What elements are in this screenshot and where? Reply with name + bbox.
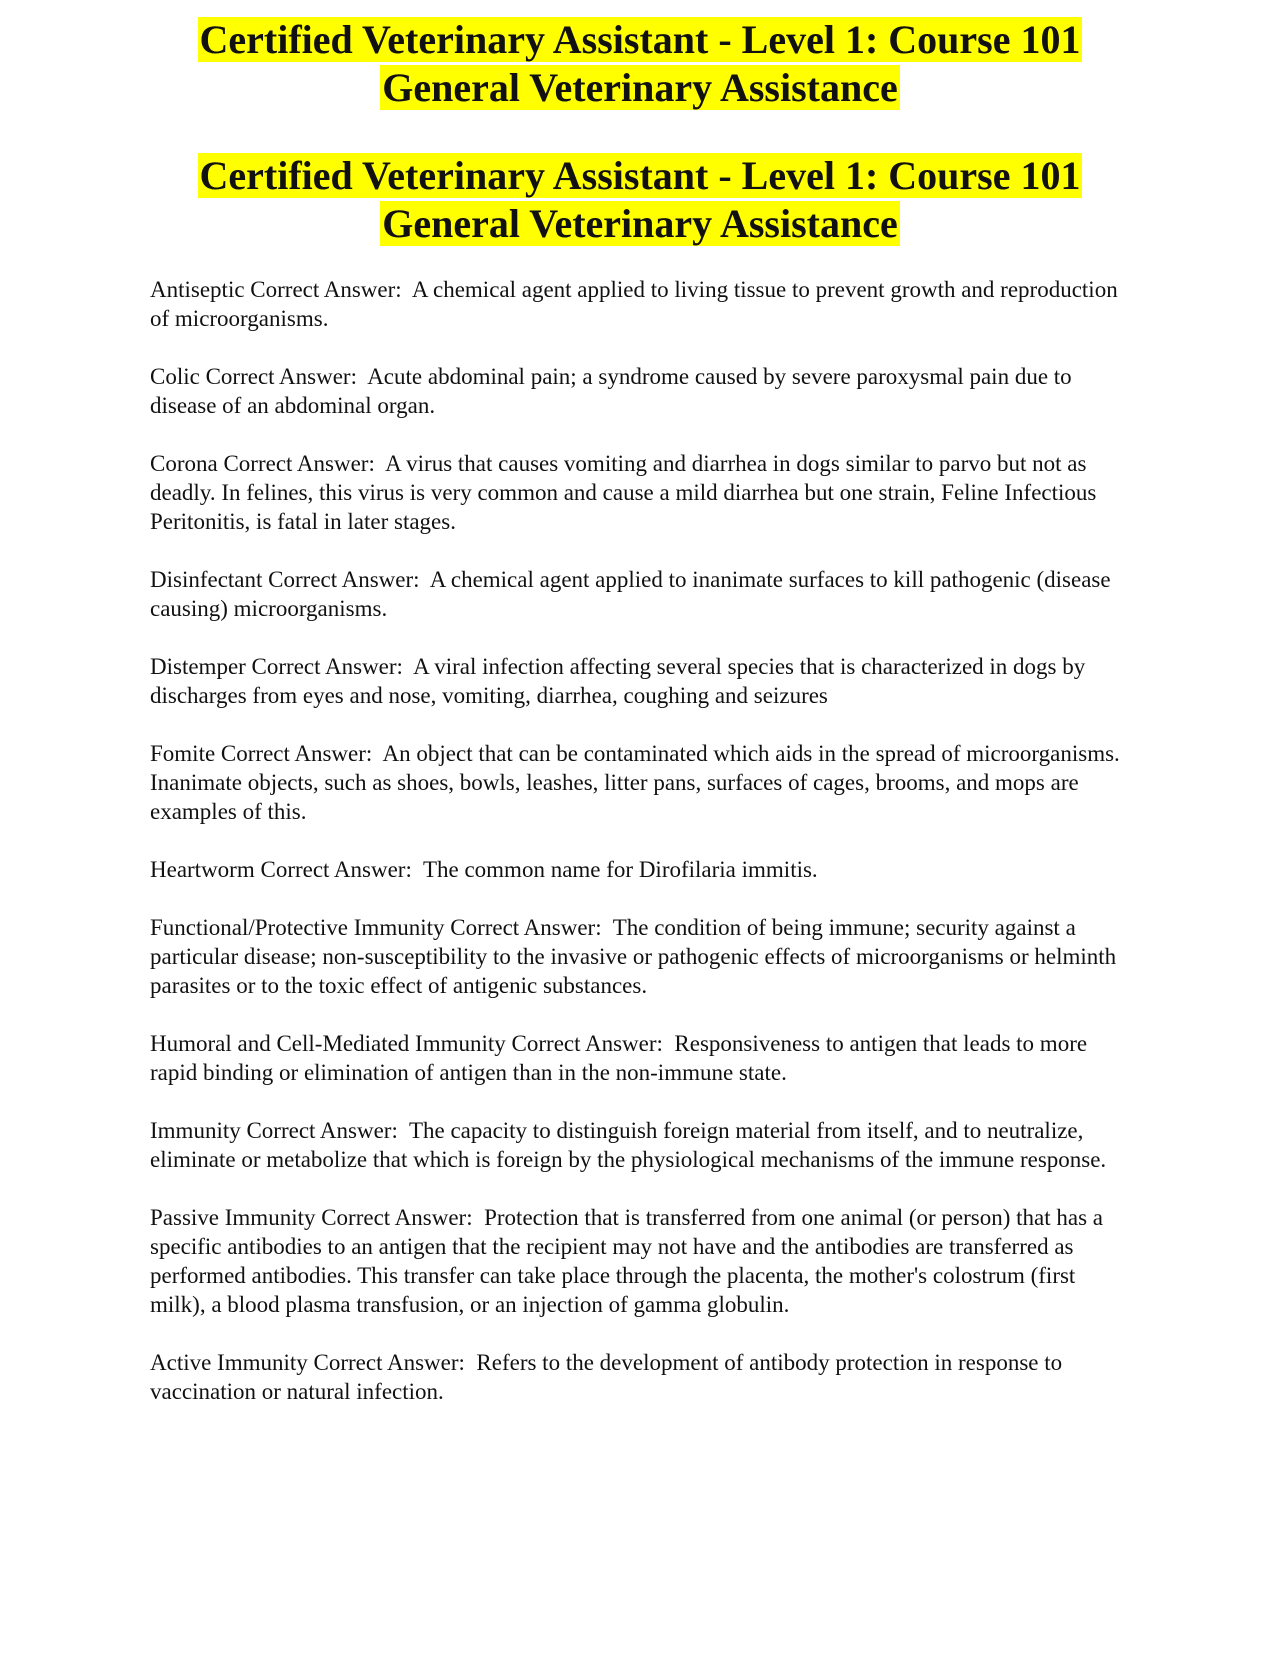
title-line-2: General Veterinary Assistance <box>382 201 898 246</box>
term: Heartworm Correct Answer: <box>150 857 423 882</box>
term: Distemper Correct Answer: <box>150 654 414 679</box>
flashcard-entry <box>150 913 1130 1000</box>
flashcard-entry <box>150 652 1130 710</box>
flashcard-entry <box>150 1116 1130 1174</box>
term: Passive Immunity Correct Answer: <box>150 1205 485 1230</box>
term: Functional/Protective Immunity Correct Answer: <box>150 915 613 940</box>
title-line-1: Certified Veterinary Assistant - Level 1: Course 101 <box>199 153 1081 198</box>
flashcard-entry <box>150 739 1130 826</box>
definition: A virus that causes vomiting and diarrhea in dogs similar to parvo but not as deadly. In felines, this virus is very common and cause a mild diarrhea but one strain, Feline Infectious Peritonitis, is fatal in later stages. <box>150 451 1103 534</box>
term: Colic Correct Answer: <box>150 364 368 389</box>
definition: Responsiveness to antigen that leads to more rapid binding or elimination of antigen than in the non-immune state. <box>150 1031 1093 1085</box>
term: Corona Correct Answer: <box>150 451 386 476</box>
definition: A viral infection affecting several species that is characterized in dogs by discharges from eyes and nose, vomiting, diarrhea, coughing and seizures <box>150 654 1091 708</box>
document-title-repeat <box>0 152 1280 248</box>
flashcard-entry <box>150 362 1130 420</box>
title-line-2: General Veterinary Assistance <box>382 65 898 110</box>
term: Antiseptic Correct Answer: <box>150 277 412 302</box>
definition: The condition of being immune; security against a particular disease; non-susceptibility to the invasive or pathogenic effects of microorganisms or helminth parasites or to the toxic effect of antigenic substances. <box>150 915 1122 998</box>
flashcard-list <box>150 275 1130 1435</box>
definition: Acute abdominal pain; a syndrome caused by severe paroxysmal pain due to disease of an abdominal organ. <box>150 364 1078 418</box>
term: Humoral and Cell-Mediated Immunity Correct Answer: <box>150 1031 675 1056</box>
flashcard-entry <box>150 1203 1130 1319</box>
definition: Protection that is transferred from one animal (or person) that has a specific antibodies to an antigen that the recipient may not have and the antibodies are transferred as performed antibodies. This transfer can take place through the placenta, the mother's colostrum (first milk), a blood plasma transfusion, or an injection of gamma globulin. <box>150 1205 1109 1317</box>
term: Immunity Correct Answer: <box>150 1118 409 1143</box>
flashcard-entry <box>150 565 1130 623</box>
definition: An object that can be contaminated which aids in the spread of microorganisms. Inanimate objects, such as shoes, bowls, leashes, litter pans, surfaces of cages, brooms, and mops are examples of this. <box>150 741 1126 824</box>
flashcard-entry <box>150 1029 1130 1087</box>
flashcard-entry <box>150 855 1130 884</box>
definition: A chemical agent applied to inanimate surfaces to kill pathogenic (disease causing) microorganisms. <box>150 567 1117 621</box>
definition: A chemical agent applied to living tissue to prevent growth and reproduction of microorganisms. <box>150 277 1124 331</box>
term: Disinfectant Correct Answer: <box>150 567 430 592</box>
flashcard-entry <box>150 275 1130 333</box>
flashcard-entry <box>150 449 1130 536</box>
flashcard-entry <box>150 1348 1130 1406</box>
term: Fomite Correct Answer: <box>150 741 383 766</box>
definition: Refers to the development of antibody protection in response to vaccination or natural infection. <box>150 1350 1068 1404</box>
definition: The capacity to distinguish foreign material from itself, and to neutralize, eliminate or metabolize that which is foreign by the physiological mechanisms of the immune response. <box>150 1118 1107 1172</box>
title-line-1: Certified Veterinary Assistant - Level 1: Course 101 <box>199 17 1081 62</box>
document-title <box>0 16 1280 112</box>
term: Active Immunity Correct Answer: <box>150 1350 477 1375</box>
definition: The common name for Dirofilaria immitis. <box>422 857 818 882</box>
